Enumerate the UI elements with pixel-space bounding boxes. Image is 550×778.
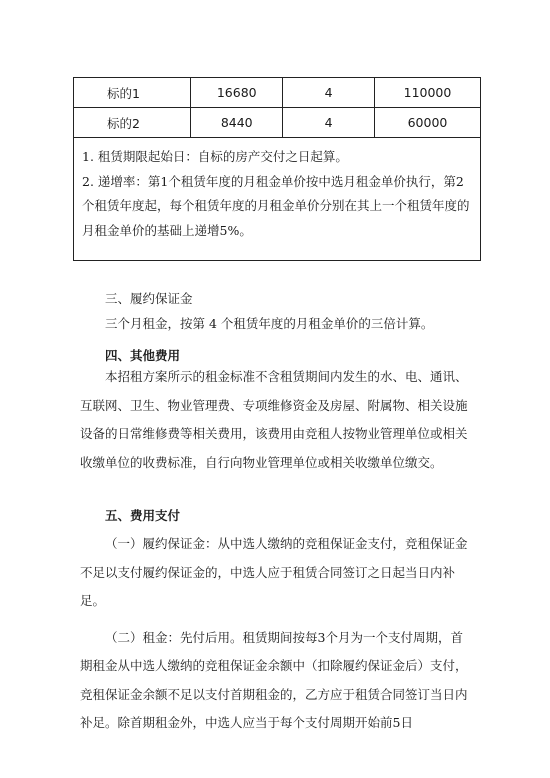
note-increase-rate: 2. 递增率：第1个租赁年度的月租金单价按中选月租金单价执行，第2个租赁年度起，每个租赁年度的月租金单价分别在其上一个租赁年度的月租金单价的基础上递增5%。 (82, 173, 470, 238)
paragraph: 三个月租金，按第 4 个租赁年度的月租金单价的三倍计算。 (105, 316, 434, 331)
paragraph: （二）租金：先付后用。租赁期间按每3个月为一个支付周期，首期租金从中选人缴纳的竞租保证金余额中（扣除履约保证金后）支付，竞租保证金余额不足以支付首期租金的，乙方应于租赁合同签订当日内补足。除首期租金外，中选人应当于每个支付周期开始前5日 (80, 629, 468, 730)
table-row (74, 108, 481, 138)
section-heading: 三、履约保证金 (105, 291, 193, 306)
section-body (80, 310, 472, 339)
table-cell: 标的2 (74, 108, 191, 138)
table-cell: 4 (283, 78, 375, 108)
section-body (80, 530, 472, 738)
section-heading: 四、其他费用 (105, 348, 181, 363)
table-cell: 标的1 (74, 78, 191, 108)
paragraph: 本招租方案所示的租金标准不含租赁期间内发生的水、电、通讯、互联网、卫生、物业管理费、专项维修资金及房屋、附属物、相关设施设备的日常维修费等相关费用，该费用由竞租人按物业管理单位或相关收缴单位的收费标准，自行向物业管理单位或相关收缴单位缴交。 (80, 369, 468, 470)
note-start-date: 1. 租赁期限起始日：自标的房产交付之日起算。 (82, 149, 348, 164)
table-cell: 8440 (191, 108, 283, 138)
lease-table (73, 77, 481, 138)
table-cell: 4 (283, 108, 375, 138)
section-body (80, 363, 472, 477)
paragraph: （一）履约保证金：从中选人缴纳的竞租保证金支付，竞租保证金不足以支付履约保证金的，中选人应于租赁合同签订之日起当日内补足。 (80, 536, 468, 608)
table-cell: 110000 (374, 78, 480, 108)
table-notes (73, 137, 481, 261)
table-row (74, 78, 481, 108)
table-cell: 16680 (191, 78, 283, 108)
section-heading: 五、费用支付 (105, 508, 181, 523)
table-cell: 60000 (374, 108, 480, 138)
